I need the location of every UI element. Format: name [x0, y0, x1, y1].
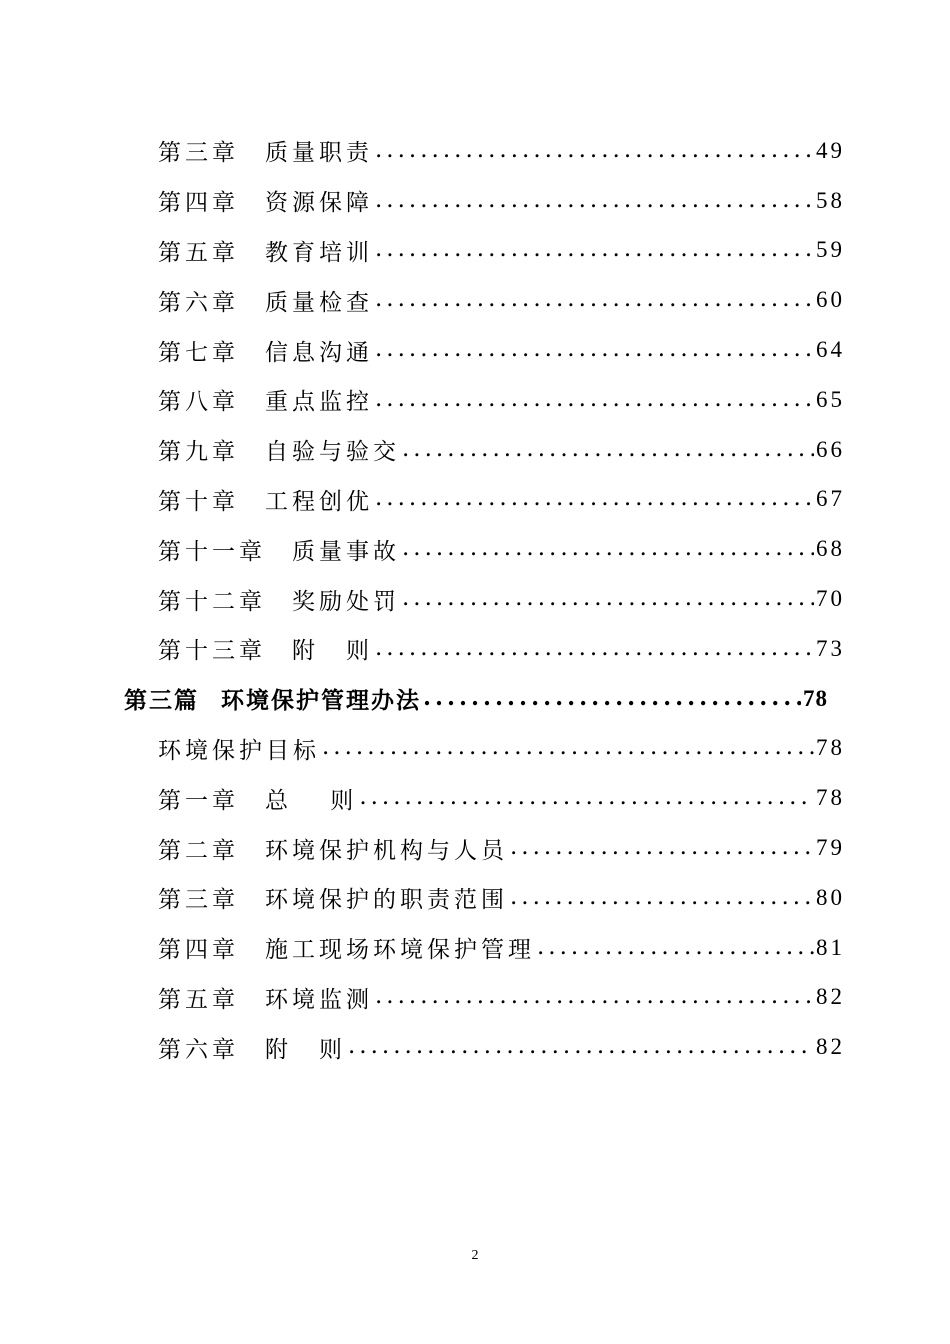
chapter-title: 环境保护的职责范围 — [265, 887, 508, 914]
chapter-number: 第一章 — [158, 787, 239, 814]
table-of-contents — [0, 126, 950, 1072]
section-title: 环境保护目标 — [158, 737, 320, 764]
page-number: 70 — [816, 586, 845, 612]
page-number: 59 — [816, 237, 845, 263]
toc-entry[interactable] — [0, 973, 950, 1023]
toc-entry[interactable] — [0, 275, 950, 325]
chapter-number: 第八章 — [158, 389, 239, 416]
chapter-title: 质量职责 — [265, 140, 373, 167]
chapter-number: 第三章 — [158, 140, 239, 167]
page-number: 82 — [816, 1034, 845, 1060]
chapter-number: 第四章 — [158, 190, 239, 217]
chapter-number: 第十二章 — [158, 588, 266, 615]
page-number: 78 — [803, 685, 828, 711]
page-number: 78 — [816, 785, 845, 811]
page-number: 67 — [816, 486, 845, 512]
dot-leader — [359, 784, 814, 810]
part-number: 第三篇 — [124, 687, 199, 715]
dot-leader — [375, 236, 814, 262]
chapter-number: 第三章 — [158, 887, 239, 914]
chapter-title: 质量检查 — [265, 289, 373, 316]
chapter-number: 第五章 — [158, 239, 239, 266]
dot-leader — [375, 187, 814, 213]
page-number: 78 — [816, 735, 845, 761]
chapter-title: 环境保护机构与人员 — [265, 837, 508, 864]
chapter-title: 总 则 — [265, 787, 358, 814]
toc-entry[interactable] — [0, 624, 950, 674]
chapter-number: 第十一章 — [158, 538, 266, 565]
chapter-number: 第六章 — [158, 289, 239, 316]
page-number: 82 — [816, 984, 845, 1010]
chapter-title: 重点监控 — [265, 389, 373, 416]
part-title: 环境保护管理办法 — [221, 687, 421, 715]
toc-entry[interactable] — [0, 475, 950, 525]
chapter-number: 第十三章 — [158, 638, 266, 665]
chapter-number: 第九章 — [158, 439, 239, 466]
dot-leader — [375, 635, 814, 661]
toc-entry[interactable] — [0, 425, 950, 475]
dot-leader — [375, 137, 814, 163]
dot-leader — [375, 286, 814, 312]
toc-entry[interactable] — [0, 724, 950, 774]
chapter-title: 施工现场环境保护管理 — [265, 937, 535, 964]
toc-entry[interactable] — [0, 873, 950, 923]
dot-leader — [322, 734, 814, 760]
page-number: 58 — [816, 187, 845, 213]
toc-entry[interactable] — [0, 375, 950, 425]
chapter-title: 工程创优 — [265, 488, 373, 515]
dot-leader — [375, 336, 814, 362]
dot-leader — [510, 834, 814, 860]
toc-entry[interactable] — [0, 325, 950, 375]
chapter-title: 附 则 — [292, 638, 373, 665]
chapter-title: 资源保障 — [265, 190, 373, 217]
dot-leader — [375, 386, 814, 412]
dot-leader — [537, 934, 814, 960]
page-number: 68 — [816, 536, 845, 562]
dot-leader — [375, 485, 814, 511]
dot-leader — [348, 1033, 814, 1059]
toc-entry[interactable] — [0, 574, 950, 624]
toc-entry[interactable] — [0, 176, 950, 226]
dot-leader — [402, 436, 814, 462]
page-number: 80 — [816, 884, 845, 910]
chapter-number: 第六章 — [158, 1036, 239, 1063]
chapter-number: 第四章 — [158, 937, 239, 964]
chapter-number: 第二章 — [158, 837, 239, 864]
dot-leader — [510, 884, 814, 910]
page-number: 49 — [816, 137, 845, 163]
toc-entry[interactable] — [0, 823, 950, 873]
chapter-title: 自验与验交 — [265, 439, 400, 466]
chapter-title: 教育培训 — [265, 239, 373, 266]
toc-entry[interactable] — [0, 226, 950, 276]
dot-leader — [423, 684, 801, 711]
chapter-title: 环境监测 — [265, 986, 373, 1013]
page-number: 65 — [816, 386, 845, 412]
page-number: 60 — [816, 287, 845, 313]
toc-entry[interactable] — [0, 923, 950, 973]
dot-leader — [375, 983, 814, 1009]
chapter-number: 第五章 — [158, 986, 239, 1013]
toc-entry[interactable] — [0, 126, 950, 176]
chapter-number: 第七章 — [158, 339, 239, 366]
chapter-title: 奖励处罚 — [292, 588, 400, 615]
page-number: 66 — [816, 436, 845, 462]
dot-leader — [402, 585, 814, 611]
chapter-title: 附 则 — [265, 1036, 346, 1063]
page-number: 81 — [816, 934, 845, 960]
page-number: 64 — [816, 337, 845, 363]
page-footer-number: 2 — [471, 1248, 479, 1263]
toc-entry[interactable] — [0, 773, 950, 823]
chapter-number: 第十章 — [158, 488, 239, 515]
chapter-title: 质量事故 — [292, 538, 400, 565]
toc-entry[interactable] — [0, 1022, 950, 1072]
toc-part-entry[interactable] — [0, 674, 950, 724]
dot-leader — [402, 535, 814, 561]
page-number: 73 — [816, 635, 845, 661]
toc-entry[interactable] — [0, 524, 950, 574]
chapter-title: 信息沟通 — [265, 339, 373, 366]
page-number: 79 — [816, 835, 845, 861]
